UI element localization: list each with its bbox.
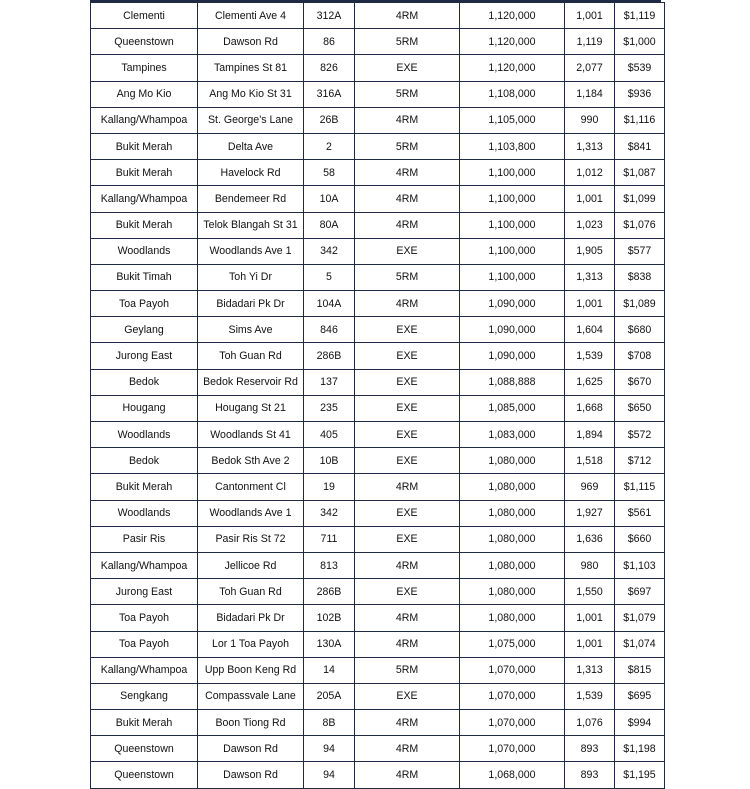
cell-price-psf: $561	[615, 500, 665, 526]
table-row	[91, 81, 665, 107]
cell-price: 1,080,000	[460, 605, 565, 631]
cell-flat-type: EXE	[355, 683, 460, 709]
cell-floor-area: 1,001	[565, 291, 615, 317]
cell-price-psf: $994	[615, 710, 665, 736]
cell-block: 14	[304, 657, 355, 683]
table-body	[91, 3, 665, 789]
cell-price: 1,085,000	[460, 395, 565, 421]
cell-town: Pasir Ris	[91, 526, 198, 552]
cell-price: 1,090,000	[460, 317, 565, 343]
cell-floor-area: 2,077	[565, 55, 615, 81]
cell-price-psf: $1,119	[615, 3, 665, 29]
cell-price: 1,068,000	[460, 762, 565, 788]
cell-flat-type: 4RM	[355, 474, 460, 500]
cell-price: 1,103,800	[460, 133, 565, 159]
cell-town: Geylang	[91, 317, 198, 343]
table-row	[91, 579, 665, 605]
table-row	[91, 160, 665, 186]
cell-floor-area: 969	[565, 474, 615, 500]
cell-flat-type: 5RM	[355, 133, 460, 159]
cell-floor-area: 1,539	[565, 683, 615, 709]
cell-price: 1,100,000	[460, 264, 565, 290]
cell-town: Jurong East	[91, 343, 198, 369]
cell-flat-type: EXE	[355, 343, 460, 369]
cell-price: 1,100,000	[460, 238, 565, 264]
cell-street: Tampines St 81	[198, 55, 304, 81]
cell-floor-area: 1,539	[565, 343, 615, 369]
cell-price: 1,080,000	[460, 448, 565, 474]
cell-street: Bidadari Pk Dr	[198, 605, 304, 631]
cell-block: 846	[304, 317, 355, 343]
cell-block: 94	[304, 762, 355, 788]
cell-block: 19	[304, 474, 355, 500]
cell-block: 80A	[304, 212, 355, 238]
cell-price: 1,108,000	[460, 81, 565, 107]
cell-block: 711	[304, 526, 355, 552]
table-row	[91, 343, 665, 369]
table-row	[91, 186, 665, 212]
cell-price: 1,080,000	[460, 474, 565, 500]
cell-street: Telok Blangah St 31	[198, 212, 304, 238]
cell-town: Kallang/Whampoa	[91, 657, 198, 683]
cell-town: Hougang	[91, 395, 198, 421]
cell-block: 58	[304, 160, 355, 186]
cell-block: 102B	[304, 605, 355, 631]
cell-street: Toh Guan Rd	[198, 343, 304, 369]
cell-price-psf: $838	[615, 264, 665, 290]
cell-floor-area: 1,001	[565, 605, 615, 631]
cell-floor-area: 980	[565, 552, 615, 578]
cell-floor-area: 1,076	[565, 710, 615, 736]
cell-street: Hougang St 21	[198, 395, 304, 421]
cell-flat-type: EXE	[355, 317, 460, 343]
cell-flat-type: 4RM	[355, 107, 460, 133]
cell-street: Dawson Rd	[198, 736, 304, 762]
cell-price-psf: $650	[615, 395, 665, 421]
cell-town: Toa Payoh	[91, 631, 198, 657]
cell-block: 130A	[304, 631, 355, 657]
cell-town: Bukit Timah	[91, 264, 198, 290]
table-row	[91, 526, 665, 552]
table-row	[91, 369, 665, 395]
table-row	[91, 133, 665, 159]
cell-town: Woodlands	[91, 500, 198, 526]
cell-town: Bedok	[91, 369, 198, 395]
cell-flat-type: 4RM	[355, 160, 460, 186]
cell-floor-area: 1,184	[565, 81, 615, 107]
cell-block: 2	[304, 133, 355, 159]
cell-street: Lor 1 Toa Payoh	[198, 631, 304, 657]
cell-street: Bedok Sth Ave 2	[198, 448, 304, 474]
table-row	[91, 317, 665, 343]
cell-town: Tampines	[91, 55, 198, 81]
cell-flat-type: 4RM	[355, 291, 460, 317]
cell-flat-type: 4RM	[355, 552, 460, 578]
cell-flat-type: EXE	[355, 238, 460, 264]
cell-price-psf: $695	[615, 683, 665, 709]
cell-price: 1,070,000	[460, 683, 565, 709]
cell-floor-area: 1,636	[565, 526, 615, 552]
cell-floor-area: 1,001	[565, 186, 615, 212]
cell-floor-area: 1,012	[565, 160, 615, 186]
cell-floor-area: 1,001	[565, 631, 615, 657]
cell-street: Dawson Rd	[198, 762, 304, 788]
cell-floor-area: 1,927	[565, 500, 615, 526]
cell-town: Queenstown	[91, 736, 198, 762]
cell-price: 1,120,000	[460, 29, 565, 55]
cell-price-psf: $577	[615, 238, 665, 264]
cell-street: Toh Guan Rd	[198, 579, 304, 605]
cell-block: 10B	[304, 448, 355, 474]
resale-transactions-sheet	[90, 0, 661, 789]
cell-price: 1,080,000	[460, 526, 565, 552]
cell-price: 1,080,000	[460, 579, 565, 605]
cell-town: Bukit Merah	[91, 160, 198, 186]
cell-price: 1,090,000	[460, 343, 565, 369]
cell-flat-type: EXE	[355, 422, 460, 448]
cell-price: 1,080,000	[460, 552, 565, 578]
cell-street: St. George's Lane	[198, 107, 304, 133]
cell-block: 26B	[304, 107, 355, 133]
cell-price-psf: $572	[615, 422, 665, 448]
cell-block: 316A	[304, 81, 355, 107]
cell-flat-type: 4RM	[355, 186, 460, 212]
cell-town: Ang Mo Kio	[91, 81, 198, 107]
cell-floor-area: 1,550	[565, 579, 615, 605]
table-row	[91, 29, 665, 55]
cell-price: 1,088,888	[460, 369, 565, 395]
cell-street: Ang Mo Kio St 31	[198, 81, 304, 107]
cell-town: Jurong East	[91, 579, 198, 605]
cell-floor-area: 1,023	[565, 212, 615, 238]
cell-price: 1,100,000	[460, 212, 565, 238]
cell-block: 826	[304, 55, 355, 81]
table-row	[91, 422, 665, 448]
table-row	[91, 762, 665, 788]
cell-flat-type: 5RM	[355, 264, 460, 290]
cell-block: 8B	[304, 710, 355, 736]
cell-town: Bukit Merah	[91, 133, 198, 159]
cell-flat-type: 4RM	[355, 605, 460, 631]
cell-town: Kallang/Whampoa	[91, 107, 198, 133]
cell-street: Delta Ave	[198, 133, 304, 159]
cell-street: Woodlands Ave 1	[198, 238, 304, 264]
cell-town: Woodlands	[91, 238, 198, 264]
table-row	[91, 605, 665, 631]
cell-town: Kallang/Whampoa	[91, 186, 198, 212]
cell-price: 1,083,000	[460, 422, 565, 448]
cell-price-psf: $1,089	[615, 291, 665, 317]
cell-price: 1,070,000	[460, 657, 565, 683]
cell-price: 1,075,000	[460, 631, 565, 657]
cell-flat-type: EXE	[355, 526, 460, 552]
cell-street: Cantonment Cl	[198, 474, 304, 500]
table-row	[91, 212, 665, 238]
cell-town: Queenstown	[91, 762, 198, 788]
cell-floor-area: 1,604	[565, 317, 615, 343]
cell-price-psf: $680	[615, 317, 665, 343]
cell-price: 1,070,000	[460, 710, 565, 736]
cell-flat-type: EXE	[355, 395, 460, 421]
cell-street: Bidadari Pk Dr	[198, 291, 304, 317]
cell-flat-type: 4RM	[355, 631, 460, 657]
cell-town: Toa Payoh	[91, 291, 198, 317]
cell-town: Kallang/Whampoa	[91, 552, 198, 578]
table-row	[91, 107, 665, 133]
cell-price-psf: $697	[615, 579, 665, 605]
cell-price-psf: $670	[615, 369, 665, 395]
cell-street: Jellicoe Rd	[198, 552, 304, 578]
cell-floor-area: 1,313	[565, 264, 615, 290]
table-row	[91, 395, 665, 421]
cell-price-psf: $1,195	[615, 762, 665, 788]
cell-price-psf: $936	[615, 81, 665, 107]
cell-town: Queenstown	[91, 29, 198, 55]
cell-block: 205A	[304, 683, 355, 709]
cell-flat-type: 5RM	[355, 29, 460, 55]
cell-floor-area: 1,313	[565, 133, 615, 159]
cell-block: 405	[304, 422, 355, 448]
cell-flat-type: 5RM	[355, 657, 460, 683]
cell-flat-type: EXE	[355, 500, 460, 526]
cell-street: Pasir Ris St 72	[198, 526, 304, 552]
cell-street: Sims Ave	[198, 317, 304, 343]
cell-price-psf: $1,198	[615, 736, 665, 762]
cell-flat-type: EXE	[355, 448, 460, 474]
cell-block: 104A	[304, 291, 355, 317]
cell-flat-type: EXE	[355, 55, 460, 81]
cell-floor-area: 1,894	[565, 422, 615, 448]
cell-price-psf: $1,087	[615, 160, 665, 186]
cell-town: Bukit Merah	[91, 710, 198, 736]
table-row	[91, 264, 665, 290]
table-row	[91, 683, 665, 709]
cell-block: 86	[304, 29, 355, 55]
cell-town: Clementi	[91, 3, 198, 29]
cell-flat-type: 4RM	[355, 212, 460, 238]
cell-floor-area: 1,313	[565, 657, 615, 683]
cell-street: Boon Tiong Rd	[198, 710, 304, 736]
cell-street: Compassvale Lane	[198, 683, 304, 709]
cell-town: Bukit Merah	[91, 212, 198, 238]
cell-block: 94	[304, 736, 355, 762]
cell-price-psf: $539	[615, 55, 665, 81]
cell-price-psf: $1,076	[615, 212, 665, 238]
table-row	[91, 500, 665, 526]
cell-floor-area: 990	[565, 107, 615, 133]
resale-transactions-table	[90, 2, 665, 789]
table-row	[91, 474, 665, 500]
cell-flat-type: 5RM	[355, 81, 460, 107]
table-row	[91, 3, 665, 29]
cell-flat-type: EXE	[355, 369, 460, 395]
table-row	[91, 736, 665, 762]
cell-price: 1,070,000	[460, 736, 565, 762]
cell-street: Toh Yi Dr	[198, 264, 304, 290]
table-row	[91, 55, 665, 81]
cell-price: 1,100,000	[460, 186, 565, 212]
cell-block: 137	[304, 369, 355, 395]
cell-price-psf: $1,000	[615, 29, 665, 55]
cell-block: 342	[304, 500, 355, 526]
cell-flat-type: 4RM	[355, 3, 460, 29]
cell-block: 10A	[304, 186, 355, 212]
cell-block: 286B	[304, 343, 355, 369]
cell-price-psf: $708	[615, 343, 665, 369]
cell-price: 1,105,000	[460, 107, 565, 133]
cell-price-psf: $1,103	[615, 552, 665, 578]
cell-price: 1,080,000	[460, 500, 565, 526]
cell-floor-area: 1,668	[565, 395, 615, 421]
cell-price-psf: $1,116	[615, 107, 665, 133]
cell-floor-area: 893	[565, 762, 615, 788]
cell-flat-type: 4RM	[355, 710, 460, 736]
cell-street: Upp Boon Keng Rd	[198, 657, 304, 683]
cell-floor-area: 1,119	[565, 29, 615, 55]
cell-price-psf: $660	[615, 526, 665, 552]
table-row	[91, 291, 665, 317]
cell-price: 1,100,000	[460, 160, 565, 186]
cell-price: 1,090,000	[460, 291, 565, 317]
cell-town: Toa Payoh	[91, 605, 198, 631]
cell-street: Dawson Rd	[198, 29, 304, 55]
cell-block: 312A	[304, 3, 355, 29]
cell-street: Clementi Ave 4	[198, 3, 304, 29]
cell-block: 235	[304, 395, 355, 421]
table-row	[91, 448, 665, 474]
cell-price-psf: $1,074	[615, 631, 665, 657]
cell-price-psf: $1,079	[615, 605, 665, 631]
cell-price: 1,120,000	[460, 3, 565, 29]
cell-floor-area: 893	[565, 736, 615, 762]
cell-street: Bendemeer Rd	[198, 186, 304, 212]
cell-street: Woodlands Ave 1	[198, 500, 304, 526]
table-row	[91, 710, 665, 736]
cell-price-psf: $841	[615, 133, 665, 159]
table-row	[91, 657, 665, 683]
cell-block: 286B	[304, 579, 355, 605]
cell-town: Bedok	[91, 448, 198, 474]
cell-flat-type: 4RM	[355, 762, 460, 788]
cell-flat-type: EXE	[355, 579, 460, 605]
cell-flat-type: 4RM	[355, 736, 460, 762]
cell-town: Bukit Merah	[91, 474, 198, 500]
cell-floor-area: 1,001	[565, 3, 615, 29]
cell-block: 342	[304, 238, 355, 264]
table-row	[91, 238, 665, 264]
cell-floor-area: 1,625	[565, 369, 615, 395]
cell-block: 5	[304, 264, 355, 290]
cell-town: Sengkang	[91, 683, 198, 709]
cell-price-psf: $1,115	[615, 474, 665, 500]
cell-price-psf: $712	[615, 448, 665, 474]
cell-street: Havelock Rd	[198, 160, 304, 186]
cell-block: 813	[304, 552, 355, 578]
cell-street: Bedok Reservoir Rd	[198, 369, 304, 395]
table-row	[91, 631, 665, 657]
cell-floor-area: 1,518	[565, 448, 615, 474]
cell-price-psf: $815	[615, 657, 665, 683]
cell-floor-area: 1,905	[565, 238, 615, 264]
cell-street: Woodlands St 41	[198, 422, 304, 448]
cell-price: 1,120,000	[460, 55, 565, 81]
cell-price-psf: $1,099	[615, 186, 665, 212]
cell-town: Woodlands	[91, 422, 198, 448]
table-row	[91, 552, 665, 578]
